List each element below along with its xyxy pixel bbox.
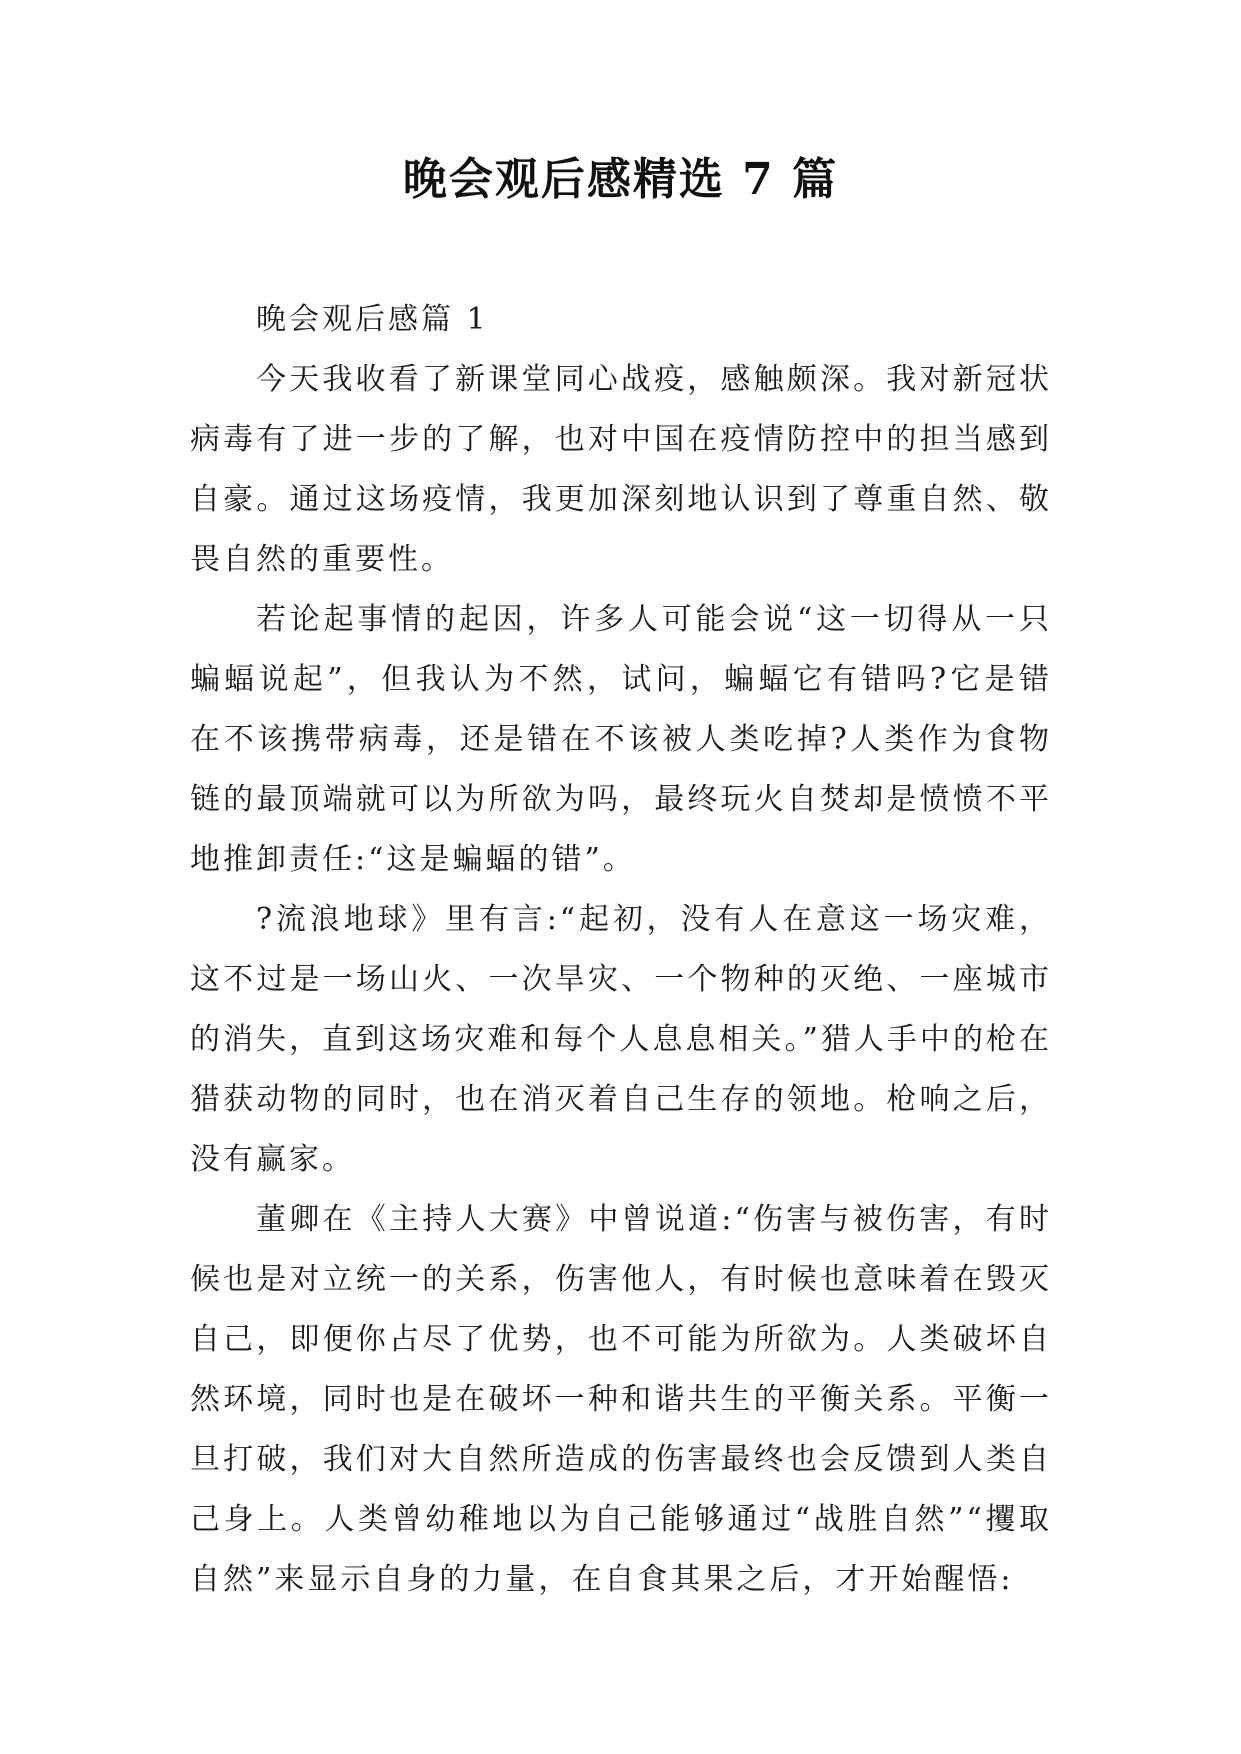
body-paragraph: ?流浪地球》里有言:“起初，没有人在意这一场灾难，这不过是一场山火、一次旱灾、一个物种的灭绝、一座城市的消失，直到这场灾难和每个人息息相关。”猎人手中的枪在猎获动物的同时，也在消灭着自己生存的领地。枪响之后，没有赢家。 xyxy=(190,902,1052,1177)
section-heading: 晚会观后感篇 1 xyxy=(256,302,489,337)
body-paragraph: 董卿在《主持人大赛》中曾说道:“伤害与被伤害，有时候也是对立统一的关系，伤害他人，有时候也意味着在毁灭自己，即便你占尽了优势，也不可能为所欲为。人类破坏自然环境，同时也是在破坏一种和谐共生的平衡关系。平衡一旦打破，我们对大自然所造成的伤害最终也会反馈到人类自己身上。人类曾幼稚地以为自己能够通过“战胜自然”“攫取自然”来显示自身的力量，在自食其果之后，才开始醒悟: xyxy=(190,1202,1052,1597)
body-paragraph: 今天我收看了新课堂同心战疫，感触颇深。我对新冠状病毒有了进一步的了解，也对中国在疫情防控中的担当感到自豪。通过这场疫情，我更加深刻地认识到了尊重自然、敬畏自然的重要性。 xyxy=(190,362,1052,577)
document-body xyxy=(190,290,1052,1610)
document-title: 晚会观后感精选 7 篇 xyxy=(402,154,839,205)
body-paragraph: 若论起事情的起因，许多人可能会说“这一切得从一只蝙蝠说起”，但我认为不然，试问，蝙蝠它有错吗?它是错在不该携带病毒，还是错在不该被人类吃掉?人类作为食物链的最顶端就可以为所欲为吗，最终玩火自焚却是愤愤不平地推卸责任:“这是蝙蝠的错”。 xyxy=(190,602,1052,877)
